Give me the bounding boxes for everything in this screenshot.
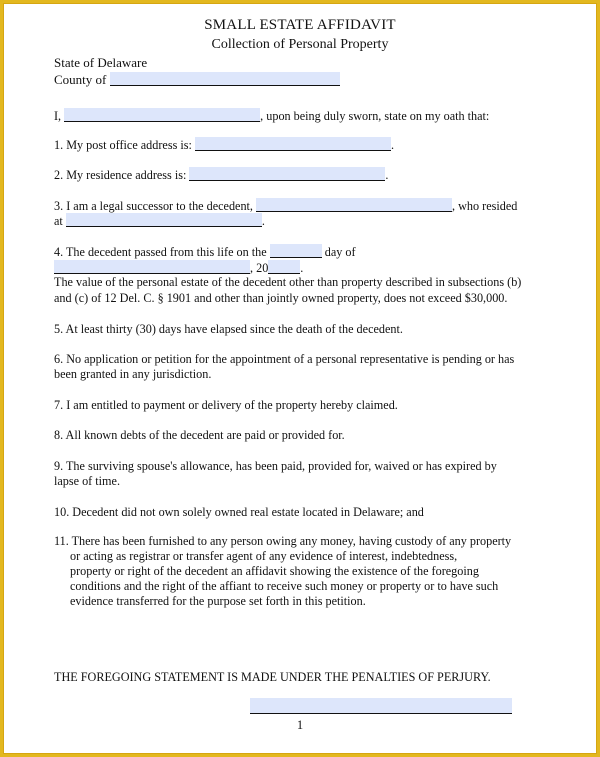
county-line: [54, 72, 340, 88]
item-11-line-2: or acting as registrar or transfer agent of any evidence of interest, indebtedness,: [70, 549, 458, 563]
oath-suffix: , upon being duly sworn, state on my oath that:: [260, 109, 490, 123]
document-page: [4, 4, 596, 753]
item-5: 5. At least thirty (30) days have elapsed since the death of the decedent.: [54, 322, 403, 336]
decedent-name-field[interactable]: [256, 198, 452, 212]
document-subtitle: Collection of Personal Property: [211, 37, 389, 52]
item-9-line-1: 9. The surviving spouse's allowance, has been paid, provided for, waived or has expired by: [54, 459, 497, 473]
item-3-label: 3. I am a legal successor to the decedent,: [54, 199, 253, 213]
item-8: 8. All known debts of the decedent are paid or provided for.: [54, 428, 345, 442]
document-title: SMALL ESTATE AFFIDAVIT: [204, 17, 396, 33]
death-day-field[interactable]: [270, 244, 322, 258]
county-field[interactable]: [110, 72, 340, 86]
decedent-residence-field[interactable]: [66, 213, 262, 227]
item-11-line-3: property or right of the decedent an affidavit showing the existence of the foregoing: [70, 564, 479, 578]
item-3: [54, 198, 517, 214]
post-office-address-field[interactable]: [195, 137, 391, 151]
item-1: [54, 137, 394, 153]
item-4-year-prefix: , 20: [250, 261, 269, 275]
item-4-paragraph-1: The value of the personal estate of the decedent other than property described in subsections (b): [54, 275, 522, 289]
page-number: 1: [296, 718, 304, 732]
item-9-line-2: lapse of time.: [54, 474, 120, 488]
item-2-label: 2. My residence address is:: [54, 168, 187, 182]
county-label: County of: [54, 72, 107, 87]
item-6-line-2: been granted in any jurisdiction.: [54, 367, 212, 381]
item-3-suffix: .: [261, 214, 265, 228]
item-4-paragraph-2: and (c) of 12 Del. C. § 1901 and other than jointly owned property, does not exceed $30,000.: [54, 291, 508, 305]
item-4-date-line: [54, 260, 303, 276]
item-4-label: 4. The decedent passed from this life on the: [54, 245, 267, 259]
item-1-suffix: .: [390, 138, 394, 152]
item-2-suffix: .: [385, 168, 389, 182]
perjury-statement: THE FOREGOING STATEMENT IS MADE UNDER THE PENALTIES OF PERJURY.: [54, 670, 491, 684]
item-3-at-line: [54, 213, 265, 229]
item-7: 7. I am entitled to payment or delivery of the property hereby claimed.: [54, 398, 398, 412]
item-6-line-1: 6. No application or petition for the appointment of a personal representative is pending or has: [54, 352, 515, 366]
item-4: [54, 244, 356, 260]
death-month-field[interactable]: [54, 260, 250, 274]
affiant-name-field[interactable]: [64, 108, 260, 122]
oath-line: [54, 108, 489, 124]
death-year-field[interactable]: [268, 260, 300, 274]
item-3-at-label: at: [54, 214, 63, 228]
item-11-line-1: 11. There has been furnished to any person owing any money, having custody of any property: [54, 534, 512, 548]
item-10: 10. Decedent did not own solely owned real estate located in Delaware; and: [54, 505, 424, 519]
item-11-line-5: evidence transferred for the purpose set forth in this petition.: [70, 594, 366, 608]
state-line: State of Delaware: [54, 55, 148, 70]
item-1-label: 1. My post office address is:: [54, 138, 192, 152]
item-11-line-4: conditions and the right of the affiant to receive such money or property or to have such: [70, 579, 499, 593]
item-4-year-suffix: .: [300, 261, 304, 275]
item-2: [54, 167, 388, 183]
item-4-day-suffix: day of: [324, 245, 356, 259]
oath-prefix: I,: [54, 109, 62, 123]
residence-address-field[interactable]: [189, 167, 385, 181]
item-3-mid: , who resided: [452, 199, 518, 213]
affiant-signature-field[interactable]: [250, 698, 512, 714]
